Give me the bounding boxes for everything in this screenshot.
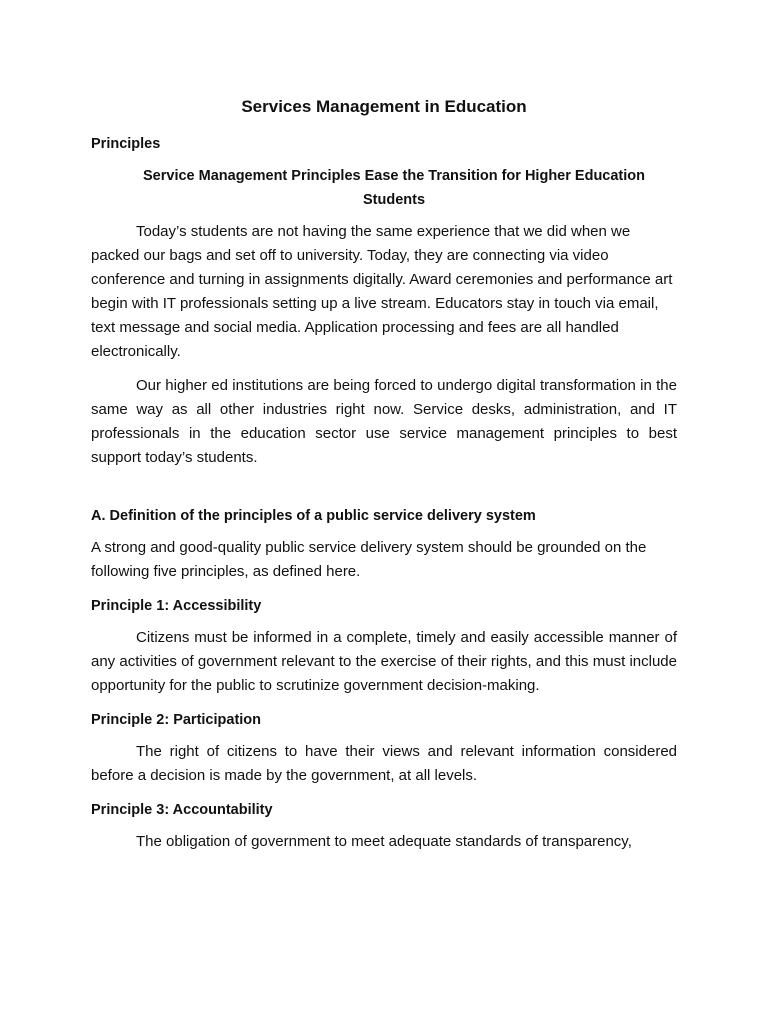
section-a-heading: A. Definition of the principles of a public service delivery system xyxy=(91,508,536,524)
principle-3-heading: Principle 3: Accountability xyxy=(91,802,273,818)
principle-1-heading: Principle 1: Accessibility xyxy=(91,598,262,614)
principles-label: Principles xyxy=(91,136,161,152)
principle-2-text: The right of citizens to have their views and relevant information considered before a decision is made by the government, at all levels. xyxy=(91,743,677,784)
principle-1-text: Citizens must be informed in a complete, timely and easily accessible manner of any activities of government relevant to the exercise of their rights, and this must include opportunity for the public to scrutinize government decision-making. xyxy=(91,629,677,694)
document-title: Services Management in Education xyxy=(241,97,527,116)
section-spacer xyxy=(91,480,677,504)
principle-3-text: The obligation of government to meet adequate standards of transparency, xyxy=(136,833,632,850)
principle-2-heading: Principle 2: Participation xyxy=(91,712,262,728)
intro-paragraph-1: Today’s students are not having the same experience that we did when we packed our bags and set off to university. Today, they are connecting via video conference and turning in assignments digitally. Award ceremonies and performance art begin with IT professionals setting up a live stream. Educators stay in touch via email, text message and social media. Application processing and fees are all handled electronically. xyxy=(91,223,673,360)
section-a-intro: A strong and good-quality public service delivery system should be grounded on the following five principles, as defined here. xyxy=(91,539,647,580)
intro-paragraph-2: Our higher ed institutions are being forced to undergo digital transformation in the same way as all other industries right now. Service desks, administration, and IT professionals in the education sector use service management principles to best support today’s students. xyxy=(91,377,677,466)
article-heading: Service Management Principles Ease the Transition for Higher Education Students xyxy=(143,168,645,208)
